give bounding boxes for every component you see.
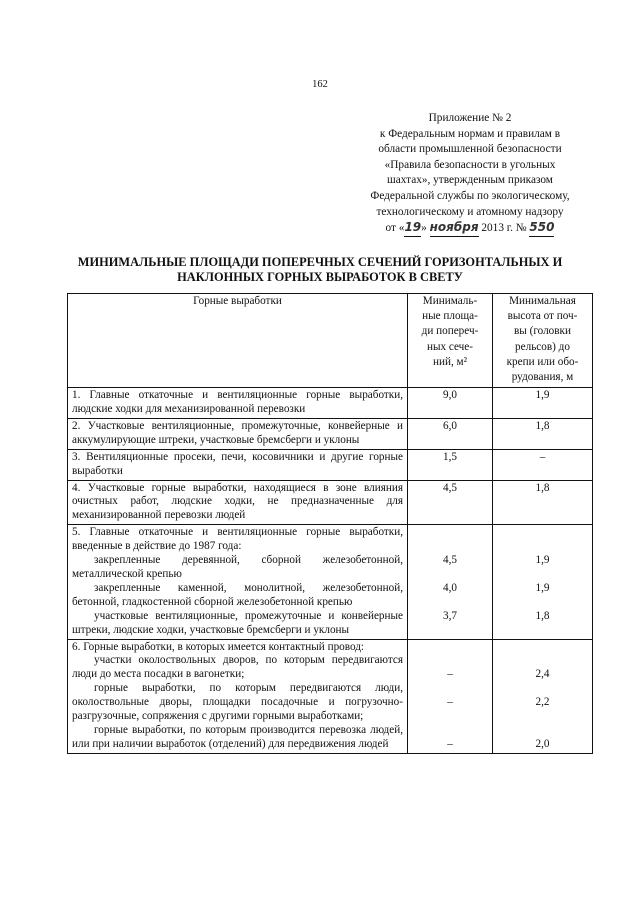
row-description: 4. Участковые горные выработки, находящиеся в зоне влияния очистных работ, людские ходки, не предназначенные для механизированной перевозки людей bbox=[68, 480, 408, 525]
subitem-area: 3,7 bbox=[443, 609, 457, 622]
header-min-height bbox=[493, 294, 593, 388]
row-height: – bbox=[493, 449, 593, 480]
row-subitem: горные выработки, по которым производится перевозка людей, или при наличии выработок (отделений) для передвижения людей bbox=[72, 723, 403, 750]
title-line-1: МИНИМАЛЬНЫЕ ПЛОЩАДИ ПОПЕРЕЧНЫХ СЕЧЕНИЙ ГОРИЗОНТАЛЬНЫХ И bbox=[77, 255, 563, 269]
row-description bbox=[68, 525, 408, 639]
table-row bbox=[68, 639, 593, 753]
header-line: ные площа- bbox=[422, 310, 478, 323]
subitem-area: – bbox=[447, 668, 453, 681]
order-date-line bbox=[345, 220, 595, 237]
row-subitem: закрепленные деревянной, сборной железобетонной, металлической крепью bbox=[72, 554, 403, 580]
page-number: 162 bbox=[312, 79, 328, 90]
header-line: высота от поч- bbox=[507, 310, 578, 323]
subitem-height: 2,0 bbox=[535, 737, 550, 750]
sections-table bbox=[67, 293, 593, 754]
appendix-line: к Федеральным нормам и правилам в bbox=[379, 127, 561, 140]
appendix-line: Приложение № 2 bbox=[428, 112, 512, 124]
table-row bbox=[68, 388, 593, 419]
row-height bbox=[493, 639, 593, 753]
appendix-line: Федеральной службы по экологическому, bbox=[370, 189, 570, 202]
appendix-line: области промышленной безопасности bbox=[378, 143, 562, 156]
header-line: вы (головки bbox=[514, 325, 571, 338]
header-line: рельсов) до bbox=[515, 340, 570, 353]
subitem-height: 2,2 bbox=[535, 696, 550, 709]
table-row bbox=[68, 525, 593, 639]
row-area: 4,5 bbox=[408, 480, 493, 525]
row-description: 3. Вентиляционные просеки, печи, косовичники и другие горные выработки bbox=[68, 449, 408, 480]
row-subitem: закрепленные каменной, монолитной, железобетонной, бетонной, гладкостенной сборной железобетонной крепью bbox=[72, 581, 403, 608]
row-area bbox=[408, 639, 493, 753]
row-height: 1,8 bbox=[493, 480, 593, 525]
table-row bbox=[68, 449, 593, 480]
header-line: ных сече- bbox=[426, 340, 473, 353]
row-area bbox=[408, 525, 493, 639]
subitem-area: 4,5 bbox=[443, 554, 457, 567]
row-area: 9,0 bbox=[408, 388, 493, 419]
row-intro: 5. Главные откаточные и вентиляционные горные выработки, введенные в действие до 1987 года: bbox=[72, 526, 403, 553]
subitem-area: – bbox=[447, 696, 453, 709]
appendix-line: технологическому и атомному надзору bbox=[376, 205, 564, 218]
date-mid: » bbox=[421, 222, 430, 235]
subitem-height: 1,8 bbox=[535, 609, 550, 622]
header-line: ний, м² bbox=[433, 355, 467, 368]
appendix-line: «Правила безопасности в угольных bbox=[384, 158, 556, 171]
table-row bbox=[68, 480, 593, 525]
header-line: Минималь- bbox=[422, 295, 478, 307]
row-description: 2. Участковые вентиляционные, промежуточные, конвейерные и аккумулирующие штреки, участковые бремсберги и уклоны bbox=[68, 418, 408, 449]
header-line: Минимальная bbox=[509, 295, 576, 307]
date-year: 2013 г. № bbox=[478, 222, 530, 235]
title-line-2: НАКЛОННЫХ ГОРНЫХ ВЫРАБОТОК В СВЕТУ bbox=[177, 270, 463, 284]
handwritten-month: ноября bbox=[430, 220, 479, 237]
subitem-height: 2,4 bbox=[535, 668, 550, 681]
header-min-area bbox=[408, 294, 493, 388]
handwritten-order-number: 550 bbox=[529, 220, 554, 237]
document-title bbox=[60, 255, 580, 285]
appendix-header bbox=[345, 111, 595, 237]
row-description: 1. Главные откаточные и вентиляционные горные выработки, людские ходки для механизированной перевозки bbox=[68, 388, 408, 419]
subitem-height: 1,9 bbox=[535, 581, 550, 594]
row-height bbox=[493, 525, 593, 639]
row-subitem: горные выработки, по которым передвигаются люди, околоствольные дворы, площадки посадочные и погрузочно-разгрузочные, сопряжения с другими горными выработками; bbox=[72, 682, 403, 723]
row-subitem: участки околоствольных дворов, по которым передвигаются люди до места посадки в вагонетки; bbox=[72, 654, 403, 681]
subitem-height: 1,9 bbox=[535, 554, 550, 567]
row-height: 1,9 bbox=[493, 388, 593, 419]
row-area: 1,5 bbox=[408, 449, 493, 480]
appendix-line: шахтах», утвержденным приказом bbox=[387, 174, 553, 187]
row-description bbox=[68, 639, 408, 753]
row-intro: 6. Горные выработки, в которых имеется контактный провод: bbox=[72, 640, 365, 653]
subitem-area: 4,0 bbox=[443, 581, 457, 594]
row-subitem: участковые вентиляционные, промежуточные и конвейерные штреки, людские ходки, участковые бремсберги и уклоны bbox=[72, 609, 403, 636]
header-line: рудования, м bbox=[511, 370, 574, 383]
handwritten-day: 19 bbox=[404, 220, 421, 237]
date-prefix: от « bbox=[385, 222, 405, 235]
row-area: 6,0 bbox=[408, 418, 493, 449]
header-line: ди попереч- bbox=[421, 325, 479, 338]
header-line: крепи или обо- bbox=[506, 355, 579, 368]
subitem-area: – bbox=[447, 737, 453, 750]
header-workings: Горные выработки bbox=[68, 294, 408, 388]
table-row bbox=[68, 418, 593, 449]
row-height: 1,8 bbox=[493, 418, 593, 449]
table-header-row bbox=[68, 294, 593, 388]
